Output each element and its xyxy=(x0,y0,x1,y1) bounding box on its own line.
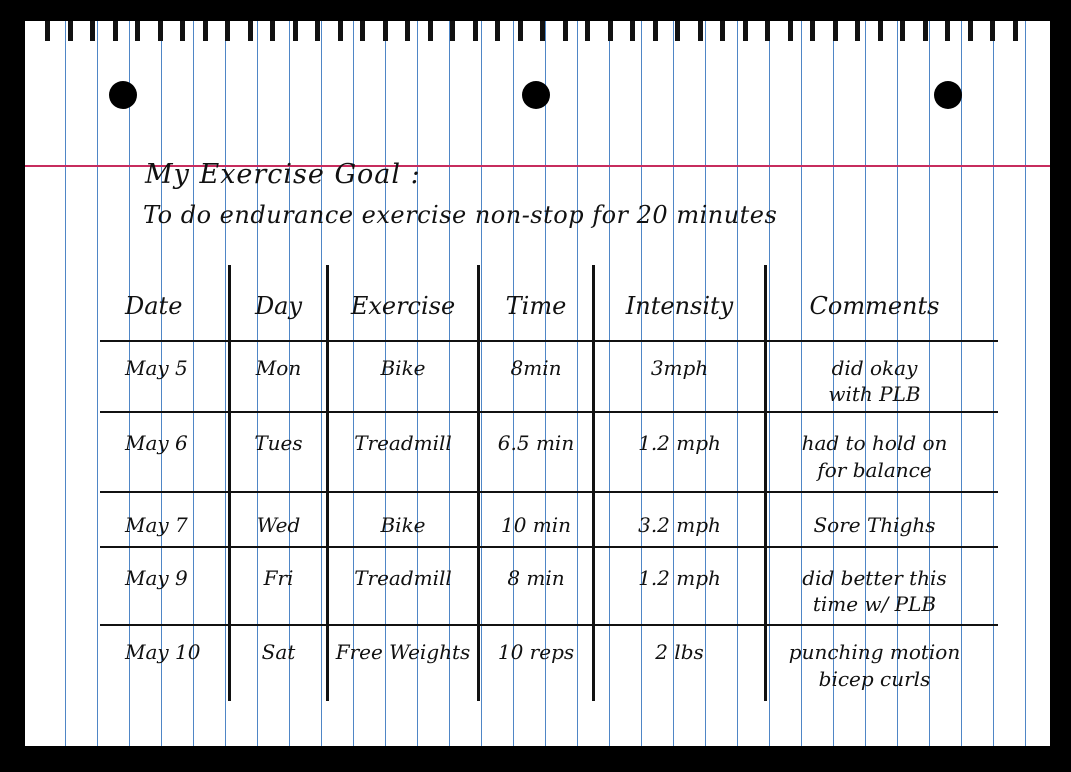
cell-comment-line2: with PLB xyxy=(828,382,921,406)
cell-time: 8 min xyxy=(507,566,565,590)
cell-day: Fri xyxy=(263,566,294,590)
cell-day: Mon xyxy=(255,356,302,380)
goal-text: To do endurance exercise non-stop for 20 minutes xyxy=(143,201,778,229)
cell-intensity: 3.2 mph xyxy=(638,513,721,537)
cell-comment-line2: bicep curls xyxy=(818,667,931,691)
cell-intensity: 3mph xyxy=(650,356,709,380)
header-time: Time xyxy=(505,292,567,320)
cell-day: Tues xyxy=(254,431,303,455)
column-divider xyxy=(228,265,231,701)
cell-date: May 6 xyxy=(125,431,188,455)
cell-day: Sat xyxy=(261,640,296,664)
cell-exercise: Free Weights xyxy=(335,640,471,664)
row-divider xyxy=(100,546,998,548)
header-exercise: Exercise xyxy=(350,292,456,320)
row-divider xyxy=(100,491,998,493)
column-divider xyxy=(477,265,480,701)
cell-time: 6.5 min xyxy=(497,431,575,455)
cell-comment-line2: time w/ PLB xyxy=(812,592,937,616)
cell-intensity: 1.2 mph xyxy=(638,566,721,590)
notebook-page xyxy=(25,21,1050,746)
cell-exercise: Bike xyxy=(380,356,426,380)
row-divider xyxy=(100,340,998,342)
cell-time: 8min xyxy=(510,356,562,380)
row-divider xyxy=(100,624,998,626)
cell-comment-line1: did better this xyxy=(802,566,947,590)
cell-exercise: Treadmill xyxy=(354,566,452,590)
cell-exercise: Treadmill xyxy=(354,431,452,455)
header-date: Date xyxy=(125,292,183,320)
row-divider xyxy=(100,411,998,413)
header-comments: Comments xyxy=(809,292,940,320)
cell-comment-line2: for balance xyxy=(817,458,932,482)
cell-time: 10 min xyxy=(500,513,572,537)
cell-intensity: 2 lbs xyxy=(655,640,704,664)
cell-date: May 7 xyxy=(125,513,188,537)
cell-time: 10 reps xyxy=(497,640,575,664)
column-divider xyxy=(764,265,767,701)
column-divider xyxy=(592,265,595,701)
cell-exercise: Bike xyxy=(380,513,426,537)
cell-comment-line1: had to hold on xyxy=(801,431,948,455)
cell-intensity: 1.2 mph xyxy=(638,431,721,455)
header-intensity: Intensity xyxy=(625,292,734,320)
exercise-log-table xyxy=(25,21,1050,746)
cell-day: Wed xyxy=(256,513,301,537)
header-day: Day xyxy=(254,292,303,320)
cell-date: May 5 xyxy=(125,356,188,380)
goal-title: My Exercise Goal : xyxy=(145,159,421,190)
column-divider xyxy=(326,265,329,701)
cell-comment-line1: punching motion xyxy=(788,640,961,664)
cell-comment-line1: did okay xyxy=(831,356,918,380)
cell-date: May 9 xyxy=(125,566,188,590)
cell-date: May 10 xyxy=(125,640,201,664)
cell-comment-line1: Sore Thighs xyxy=(813,513,936,537)
